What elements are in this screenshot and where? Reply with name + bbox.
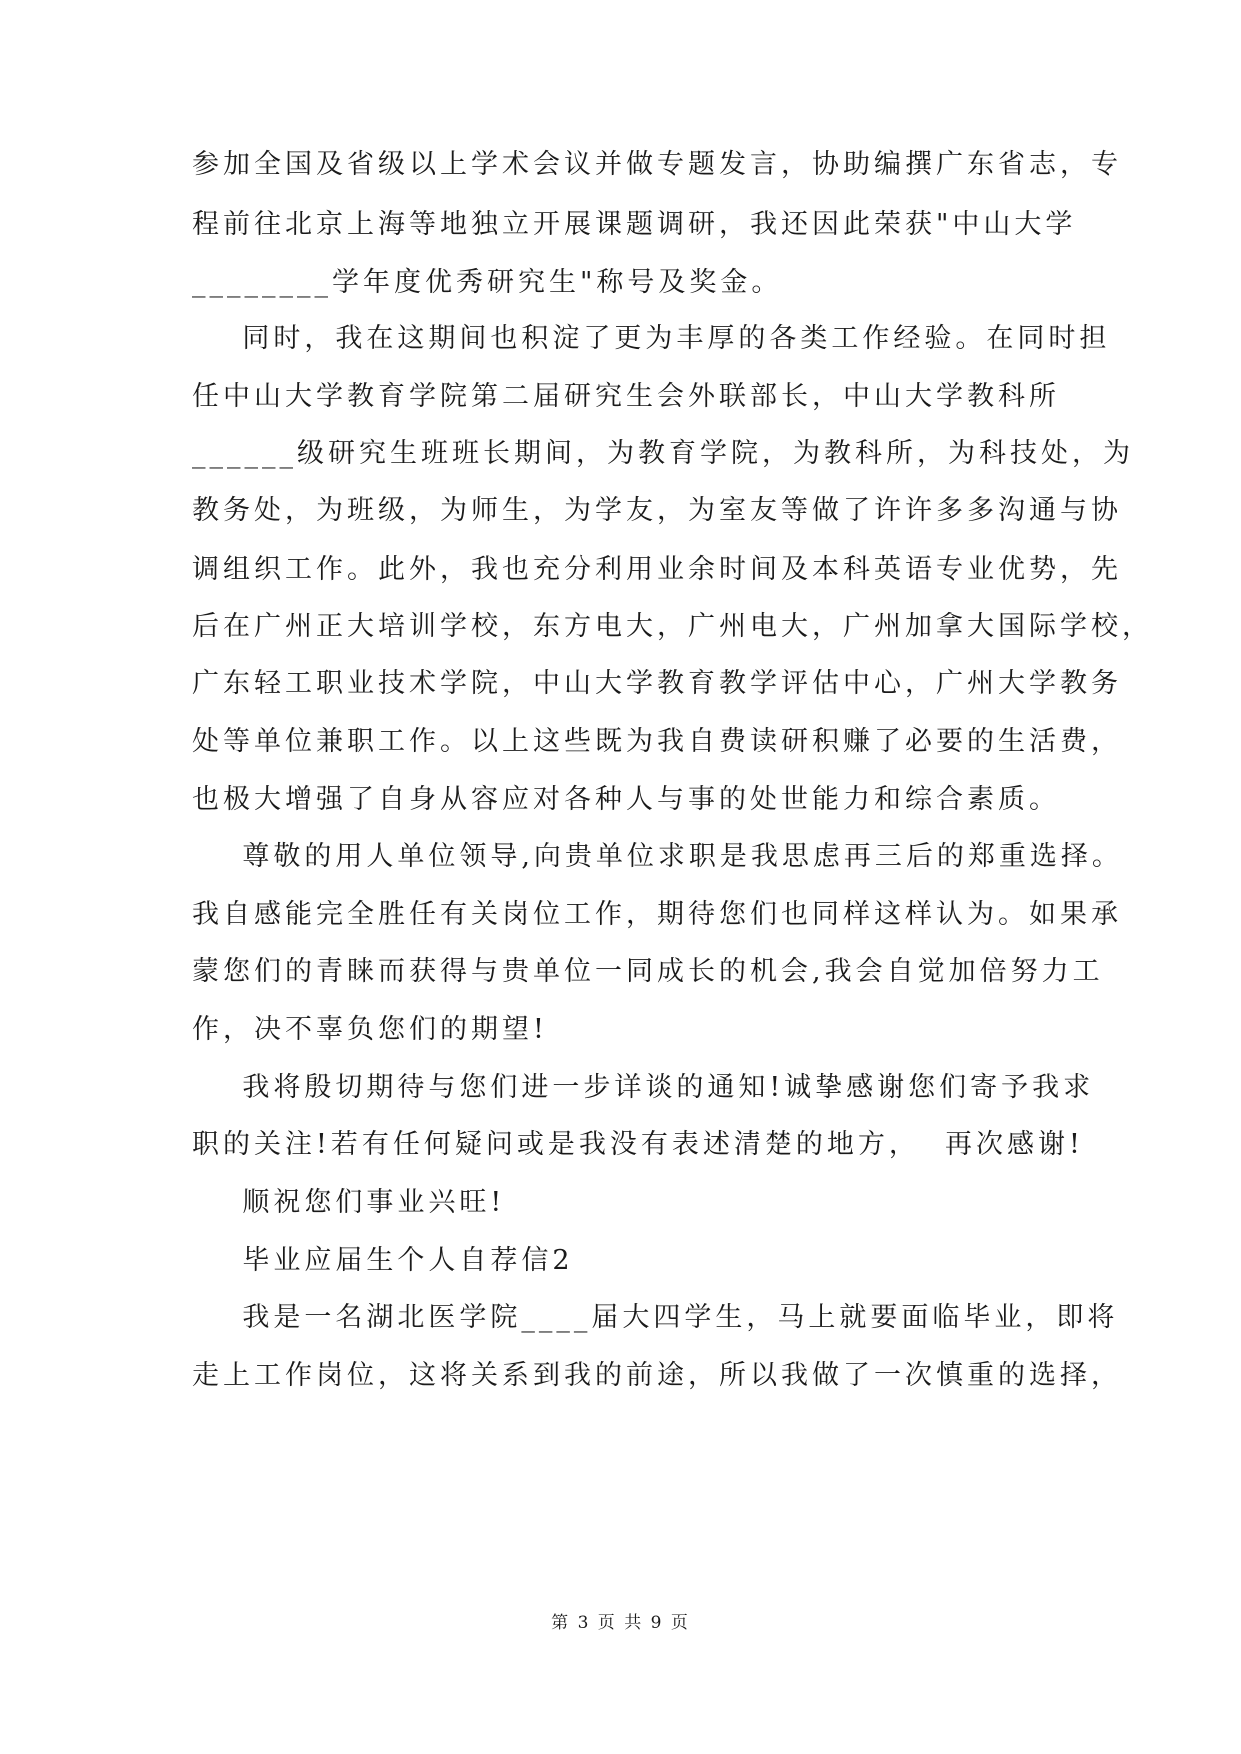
text-line: 蒙您们的青睐而获得与贵单位一同成长的机会,我会自觉加倍努力工 (192, 956, 1104, 987)
text-line: 处等单位兼职工作。以上这些既为我自费读研积赚了必要的生活费， (192, 726, 1122, 757)
text-line: 我自感能完全胜任有关岗位工作，期待您们也同样这样认为。如果承 (192, 899, 1122, 930)
text-line: 走上工作岗位，这将关系到我的前途，所以我做了一次慎重的选择， (192, 1360, 1122, 1391)
text-line: 我是一名湖北医学院____届大四学生，马上就要面临毕业，即将 (192, 1302, 1119, 1333)
text-line: 调组织工作。此外，我也充分利用业余时间及本科英语专业优势，先 (192, 554, 1122, 585)
text-line: 程前往北京上海等地独立开展课题调研，我还因此荣获"中山大学 (192, 209, 1077, 240)
text-line: 教务处，为班级，为师生，为学友，为室友等做了许许多多沟通与协 (192, 495, 1122, 526)
text-line: 同时，我在这期间也积淀了更为丰厚的各类工作经验。在同时担 (192, 323, 1111, 354)
text-line: 后在广州正大培训学校，东方电大，广州电大，广州加拿大国际学校， (192, 611, 1153, 642)
text-line: 尊敬的用人单位领导,向贵单位求职是我思虑再三后的郑重选择。 (192, 841, 1123, 872)
text-line: 也极大增强了自身从容应对各种人与事的处世能力和综合素质。 (192, 784, 1060, 815)
text-line: 作，决不辜负您们的期望! (192, 1014, 548, 1045)
text-line: 参加全国及省级以上学术会议并做专题发言，协助编撰广东省志，专 (192, 149, 1122, 180)
section-heading: 毕业应届生个人自荐信2 (192, 1245, 574, 1276)
text-line: 职的关注!若有任何疑问或是我没有表述清楚的地方， 再次感谢! (192, 1129, 1084, 1160)
text-line: 广东轻工职业技术学院，中山大学教育教学评估中心，广州大学教务 (192, 668, 1122, 699)
page-number-footer: 第 3 页 共 9 页 (551, 1613, 690, 1633)
text-line: 我将殷切期待与您们进一步详谈的通知!诚挚感谢您们寄予我求 (192, 1072, 1095, 1103)
text-line: 任中山大学教育学院第二届研究生会外联部长，中山大学教科所 (192, 381, 1060, 412)
text-line: 顺祝您们事业兴旺! (192, 1187, 506, 1218)
text-line: ________学年度优秀研究生"称号及奖金。 (192, 267, 783, 298)
text-line: ______级研究生班班长期间，为教育学院，为教科所，为科技处，为 (192, 438, 1134, 469)
